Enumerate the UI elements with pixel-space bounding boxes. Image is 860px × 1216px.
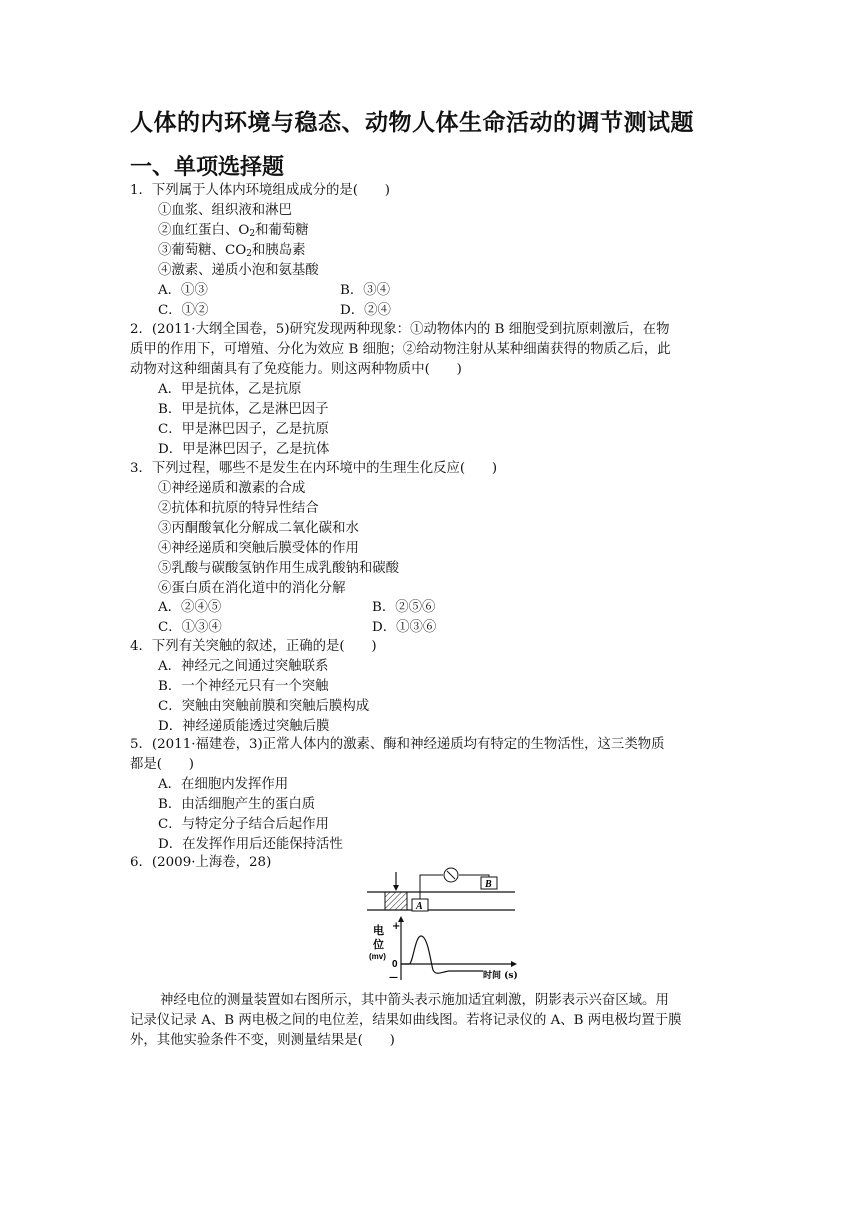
q3-item-4: ④神经递质和突触后膜受体的作用 — [158, 541, 359, 556]
q3-item-1: ①神经递质和激素的合成 — [158, 481, 306, 496]
nerve-potential-figure — [365, 866, 535, 986]
q1-option-a: A．①③ — [158, 283, 208, 298]
q3-option-d: D．①③⑥ — [372, 620, 437, 635]
q4-option-b: B．一个神经元只有一个突触 — [158, 679, 329, 694]
q3-item-2: ②抗体和抗原的特异性结合 — [158, 501, 319, 516]
electrode-b-label: B — [485, 879, 492, 890]
y-label-1: 电 — [373, 924, 384, 937]
plus-sign: + — [392, 921, 401, 932]
q1-option-c: C．①② — [158, 303, 209, 318]
q3-item-5: ⑤乳酸与碳酸氢钠作用生成乳酸钠和碳酸 — [158, 561, 400, 576]
wire-a — [420, 875, 443, 899]
q4-option-c: C．突触由突触前膜和突触后膜构成 — [158, 699, 370, 714]
question-6-para-2: 记录仪记录 A、B 两电极之间的电位差，结果如曲线图。若将记录仪的 A、B 两电极均置于膜 — [130, 1013, 682, 1028]
x-label: 时间 (s) — [483, 971, 518, 981]
q1-item-2: ②血红蛋白、$O_2$和葡萄糖 — [158, 223, 309, 239]
potential-curve — [401, 936, 483, 973]
q2-option-b: B．甲是抗体，乙是淋巴因子 — [158, 402, 329, 417]
question-5-line-1: 5．(2011·福建卷，3)正常人体内的激素、酶和神经递质均有特定的生物活性，这三类物质 — [130, 737, 665, 752]
question-6-para-1: 神经电位的测量装置如右图所示，其中箭头表示施加适宜刺激，阴影表示兴奋区域。用 — [160, 993, 669, 1008]
stimulus-arrow-head — [393, 885, 399, 891]
q1-option-b: B．③④ — [340, 283, 391, 298]
question-3-stem: 3．下列过程，哪些不是发生在内环境中的生理生化反应( ) — [130, 461, 498, 476]
section-heading: 一、单项选择题 — [130, 154, 285, 180]
q2-option-d: D．甲是淋巴因子，乙是抗体 — [158, 442, 330, 457]
q3-item-3: ③丙酮酸氧化分解成二氧化碳和水 — [158, 521, 359, 536]
question-2-line-1: 2．(2011·大纲全国卷，5)研究发现两种现象：①动物体内的 B 细胞受到抗原刺激后，在物 — [130, 322, 670, 337]
q3-option-c: C．①③④ — [158, 620, 222, 635]
excitation-region — [385, 892, 407, 910]
question-6-stem: 6．(2009·上海卷，28) — [130, 855, 272, 870]
q5-option-c: C．与特定分子结合后起作用 — [158, 817, 329, 832]
page-title: 人体的内环境与稳态、动物人体生命活动的调节测试题 — [130, 109, 694, 136]
question-2-line-2: 质甲的作用下，可增殖、分化为效应 B 细胞；②给动物注射从某种细菌获得的物质乙后，此 — [130, 342, 671, 357]
q4-option-a: A．神经元之间通过突触联系 — [158, 659, 329, 674]
question-6-para-3: 外，其他实验条件不变，则测量结果是( ) — [130, 1033, 395, 1048]
question-1-stem: 1．下列属于人体内环境组成成分的是( ) — [130, 183, 390, 198]
q1-item-1: ①血浆、组织液和淋巴 — [158, 203, 292, 218]
q1-item-3: ③葡萄糖、$CO_2$和胰岛素 — [158, 243, 306, 259]
q4-option-d: D．神经递质能透过突触后膜 — [158, 719, 330, 734]
q3-option-a: A．②④⑤ — [158, 600, 222, 615]
q1-item-4: ④激素、递质小泡和氨基酸 — [158, 263, 319, 278]
q3-item-6: ⑥蛋白质在消化道中的消化分解 — [158, 581, 346, 596]
q2-option-c: C．甲是淋巴因子，乙是抗原 — [158, 422, 329, 437]
q3-option-b: B．②⑤⑥ — [372, 600, 436, 615]
q1-option-d: D．②④ — [340, 303, 391, 318]
question-5-line-2: 都是( ) — [130, 757, 195, 772]
q2-option-a: A．甲是抗体，乙是抗原 — [158, 382, 302, 397]
q5-option-d: D．在发挥作用后还能保持活性 — [158, 837, 343, 852]
question-2-line-3: 动物对这种细菌具有了免疫能力。则这两种物质中( ) — [130, 362, 462, 377]
q5-option-a: A．在细胞内发挥作用 — [158, 777, 289, 792]
q5-option-b: B．由活细胞产生的蛋白质 — [158, 797, 316, 812]
question-4-stem: 4．下列有关突触的叙述，正确的是( ) — [130, 639, 377, 654]
electrode-a-label: A — [416, 901, 423, 912]
minus-sign: — — [389, 973, 398, 983]
y-unit: (mv) — [369, 952, 386, 961]
zero-label: 0 — [392, 959, 398, 970]
y-label-2: 位 — [373, 938, 384, 951]
